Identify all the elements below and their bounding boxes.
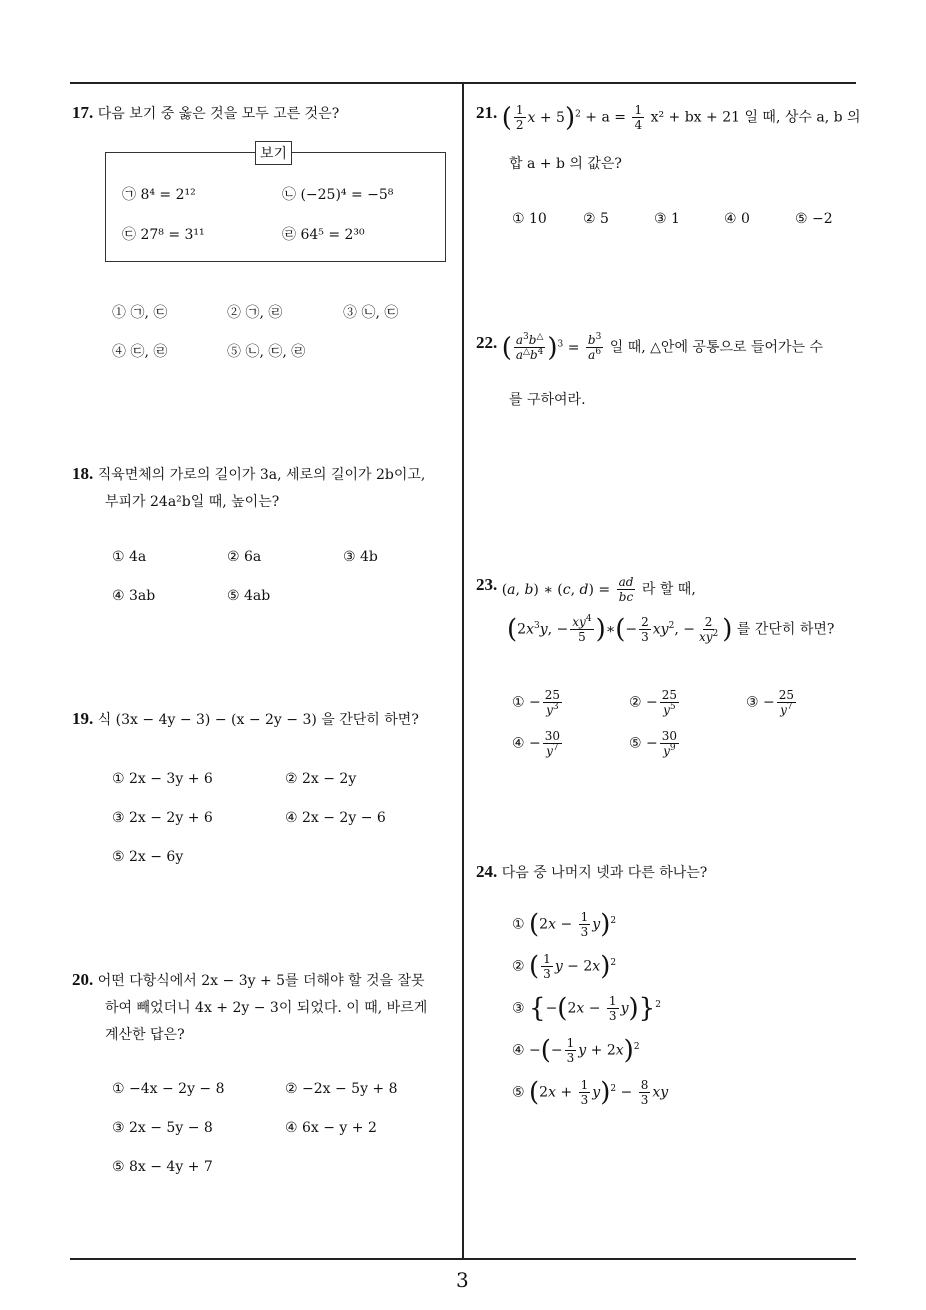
question-24 [476,862,707,882]
answer-option[interactable]: ① (2x − $\frac{1}{3}$ y)$^2$ [512,909,617,940]
bogi-item: ㉢ 27⁸ = 3¹¹ [122,227,205,243]
question-23 [476,575,696,604]
bogi-label: 보기 [255,141,292,165]
question-22 [476,333,823,362]
question-text: 하여 빼었더니 4x + 2y − 3이 되었다. 이 때, 바르게 [105,1000,428,1016]
question-text: 일 때, △안에 공통으로 들어가는 수 [609,339,824,356]
answer-option[interactable]: ④ 3ab [112,588,156,604]
answer-option[interactable]: ① 10 [512,211,547,227]
bogi-item: ㉡ (−25)⁴ = −5⁸ [282,187,394,203]
question-text: 어떤 다항식에서 2x − 3y + 5를 더해야 할 것을 잘못 [97,973,425,989]
answer-option[interactable]: ③ ㉡, ㉢ [343,305,399,321]
question-text: 계산한 답은? [105,1027,185,1043]
answer-option[interactable]: ② −2x − 5y + 8 [285,1081,398,1097]
question-19 [72,709,419,729]
answer-option[interactable]: ⑤ 4ab [227,588,271,604]
question-text: + a = [585,109,627,126]
answer-option[interactable]: ② − $\frac{25}{y^5}$ [629,688,678,717]
answer-option[interactable]: ⑤ ㉡, ㉢, ㉣ [227,344,306,360]
math-fraction: $\frac{1}{4}$ [634,103,643,132]
question-text: 다음 보기 중 옳은 것을 모두 고른 것은? [97,106,340,122]
bogi-item: ㉠ 8⁴ = 2¹² [122,187,196,203]
question-18 [72,464,425,484]
math-expression: (a, b) ∗ (c, d) = $\frac{ad}{bc}$ [501,575,634,604]
bogi-item: ㉣ 64⁵ = 2³⁰ [282,227,365,243]
question-number: 24. [476,862,498,881]
question-21 [476,103,861,132]
answer-option[interactable]: ④ − $\frac{30}{y^7}$ [512,729,561,758]
answer-option[interactable]: ① −4x − 2y − 8 [112,1081,225,1097]
bogi-box [105,152,446,262]
answer-option[interactable]: ① ㉠, ㉢ [112,305,168,321]
answer-option[interactable]: ① 2x − 3y + 6 [112,771,213,787]
bottom-rule [70,1258,856,1260]
answer-option[interactable]: ② ㉠, ㉣ [227,305,283,321]
answer-option[interactable]: ④ ㉢, ㉣ [112,344,168,360]
answer-option[interactable]: ⑤ −2 [795,211,833,227]
math-expression: ( $\frac{1}{2}$ x + 5)$^2$ [501,102,581,133]
answer-option[interactable]: ④ 6x − y + 2 [285,1120,377,1136]
question-text: 다음 중 나머지 넷과 다른 하나는? [501,865,708,881]
question-text: 합 a + b 의 값은? [509,156,622,172]
column-divider [462,82,464,1259]
question-number: 18. [72,464,94,483]
answer-option[interactable]: ⑤ 2x − 6y [112,849,184,865]
question-text: 식 (3x − 4y − 3) − (x − 2y − 3) 을 간단히 하면? [97,712,419,728]
question-number: 17. [72,103,94,122]
answer-option[interactable]: ③ − $\frac{25}{y^7}$ [746,688,795,717]
answer-option[interactable]: ② 2x − 2y [285,771,357,787]
question-text: 부피가 24a²b일 때, 높이는? [105,494,280,510]
answer-option[interactable]: ③ {−(2x − $\frac{1}{3}$ y)}$^2$ [512,993,661,1024]
answer-option[interactable]: ④ 0 [724,211,750,227]
answer-option[interactable]: ② 5 [583,211,609,227]
answer-option[interactable]: ⑤ (2x + $\frac{1}{3}$ y)$^2$ − $\frac{8}{3}$ xy [512,1077,669,1108]
answer-option[interactable]: ⑤ − $\frac{30}{y^9}$ [629,729,678,758]
question-text: 를 간단히 하면? [736,621,835,638]
question-17 [72,103,339,123]
answer-option[interactable]: ③ 2x − 2y + 6 [112,810,213,826]
answer-option[interactable]: ② 6a [227,549,262,565]
question-text: 직육면체의 가로의 길이가 3a, 세로의 길이가 2b이고, [97,467,426,483]
answer-option[interactable]: ④ 2x − 2y − 6 [285,810,386,826]
question-20 [72,970,425,990]
answer-option[interactable]: ① − $\frac{25}{y^3}$ [512,688,561,717]
question-number: 20. [72,970,94,989]
question-number: 23. [476,575,498,594]
question-number: 22. [476,333,498,352]
answer-option[interactable]: ⑤ 8x − 4y + 7 [112,1159,213,1175]
answer-option[interactable]: ② ( $\frac{1}{3}$ y − 2x)$^2$ [512,951,617,982]
answer-option[interactable]: ③ 4b [343,549,378,565]
answer-option[interactable]: ③ 2x − 5y − 8 [112,1120,213,1136]
question-number: 19. [72,709,94,728]
question-23-expression: ($2x^3y$, − $\frac{xy^4}{5}$ )∗(− $\frac{2}{3}$ $xy^2$, − $\frac{2}{xy^2}$ ) 를 간단히 하면? [507,614,835,645]
question-text: x² + bx + 21 일 때, 상수 a, b 의 [650,109,861,126]
answer-option[interactable]: ③ 1 [654,211,680,227]
question-number: 21. [476,103,498,122]
answer-option[interactable]: ① 4a [112,549,147,565]
answer-option[interactable]: ④ −(− $\frac{1}{3}$ y + 2x)$^2$ [512,1035,640,1066]
question-text: 라 할 때, [641,581,696,598]
math-expression: ( $\frac{a^3b^\triangle}{a^\triangle b^4}$ )$^3$ = $\frac{b^3}{a^6}$ [501,332,602,363]
page-number: 3 [456,1268,469,1292]
question-text: 를 구하여라. [509,392,586,408]
